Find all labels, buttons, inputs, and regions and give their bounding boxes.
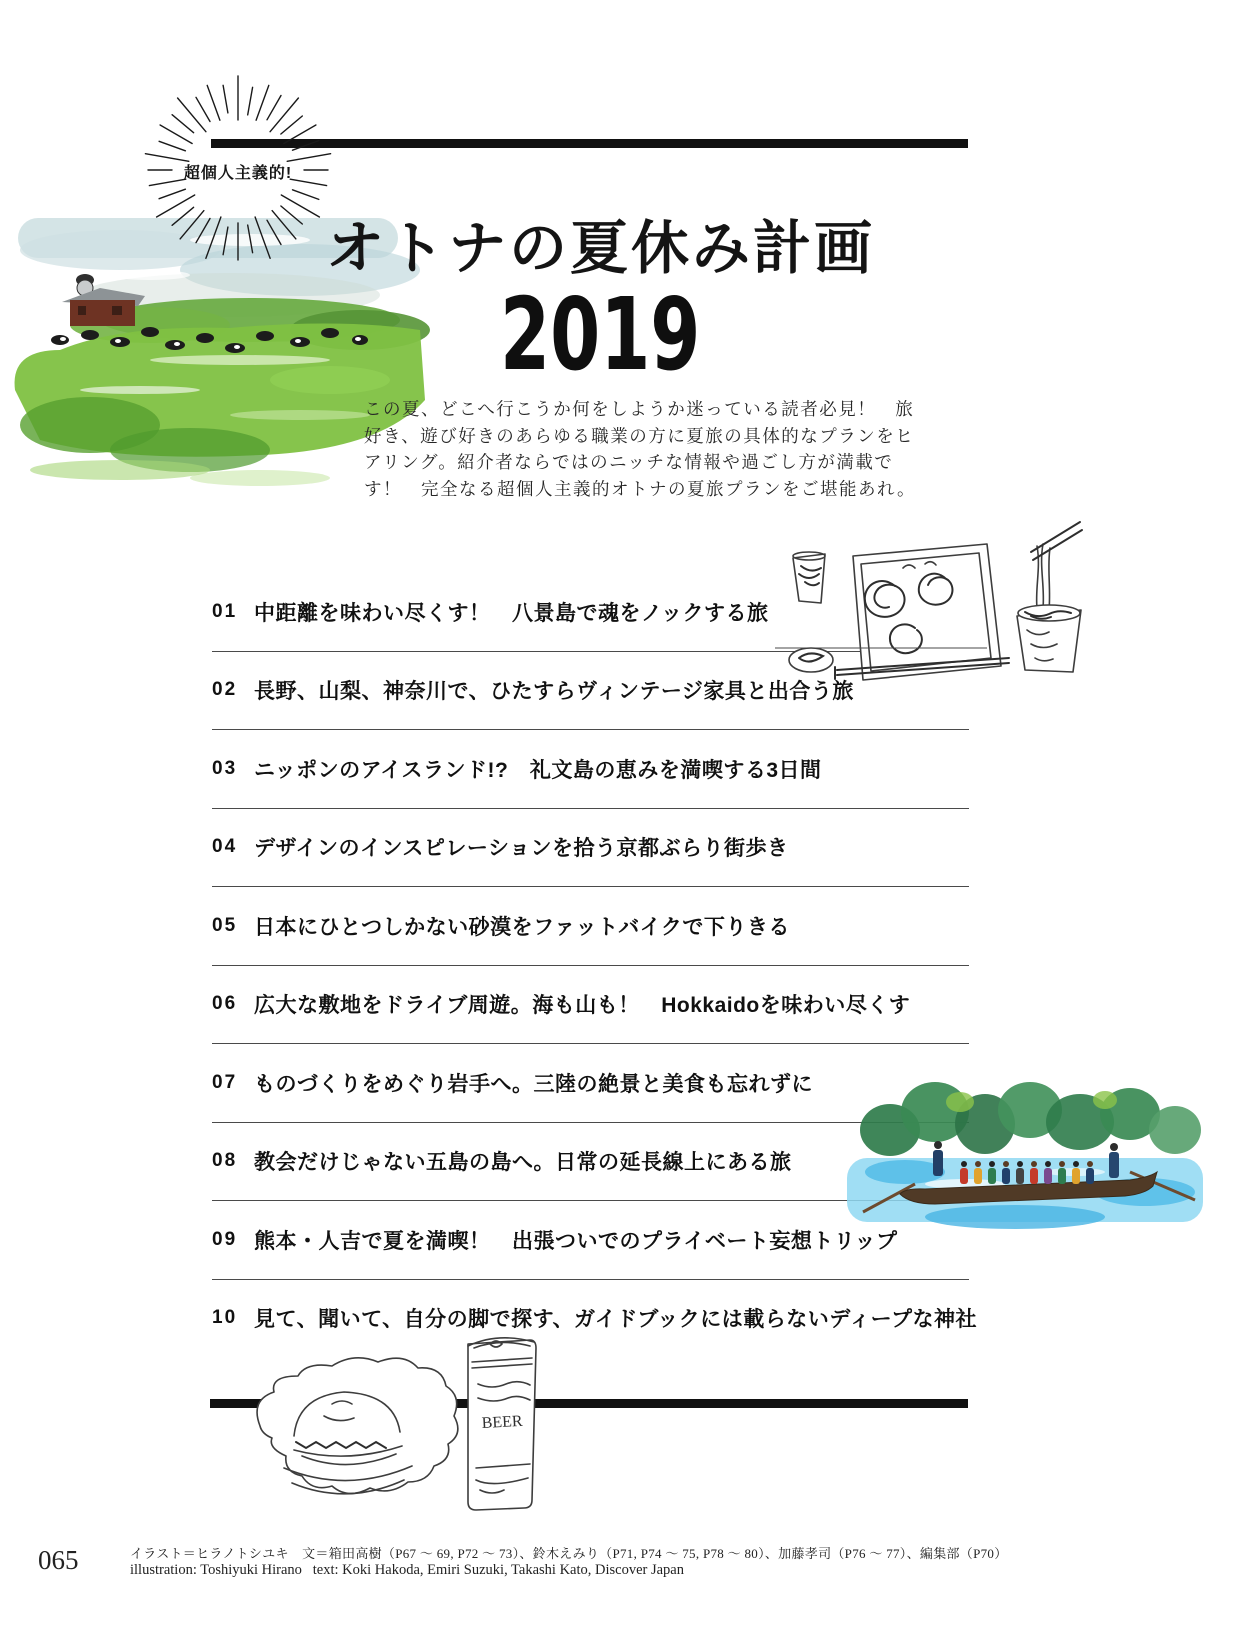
toc-title: 長野、山梨、神奈川で、ひたすらヴィンテージ家具と出合う旅 — [254, 680, 854, 704]
toc-number: 06 — [212, 993, 238, 1015]
toc-title: ものづくりをめぐり岩手へ。三陸の絶景と美食も忘れずに — [254, 1072, 813, 1096]
page-title-year: 2019 — [500, 276, 701, 393]
toc-number: 01 — [212, 600, 238, 622]
toc-title: 熊本・人吉で夏を満喫！ 出張ついでのプライベート妄想トリップ — [254, 1229, 898, 1253]
credit-line-japanese: イラスト＝ヒラノトシユキ 文＝箱田高樹（P67 ～ 69, P72 ～ 73）、鈴木えみり（P71, P74 ～ 75, P78 ～ 80）、加藤孝司（P76 ～ 77）、編集部（P70） — [130, 1546, 1008, 1561]
badge-label: 超個人主義的! — [183, 165, 293, 182]
toc-number: 07 — [212, 1071, 238, 1093]
toc-number: 09 — [212, 1228, 238, 1250]
intro-line: アリング。紹介者ならではのニッチな情報や過ごし方が満載で — [364, 452, 894, 472]
intro-paragraph — [364, 396, 924, 502]
toc-number: 08 — [212, 1150, 238, 1172]
intro-line: この夏、どこへ行こうか何をしようか迷っている読者必見！ 旅 — [364, 399, 915, 419]
toc-number: 10 — [212, 1307, 238, 1329]
food-sketch-illustration — [775, 508, 1085, 698]
boat-illustration — [845, 1072, 1205, 1237]
toc-number: 05 — [212, 914, 238, 936]
page-number: 065 — [38, 1545, 79, 1575]
credit-line-english: illustration: Toshiyuki Hirano text: Koki Hakoda, Emiri Suzuki, Takashi Kato, Discover Japan — [130, 1562, 684, 1578]
toc-title: ニッポンのアイスランド!? 礼文島の恵みを満喫する3日間 — [254, 758, 822, 782]
toc-title: 中距離を味わい尽くす！ 八景島で魂をノックする旅 — [254, 601, 769, 625]
toc-number: 02 — [212, 679, 238, 701]
toc-title: 教会だけじゃない五島の島へ。日常の延長線上にある旅 — [254, 1151, 792, 1175]
toc-row — [212, 966, 969, 1045]
beer-can-text: BEER — [481, 1412, 524, 1432]
intro-line: す！ 完全なる超個人主義的オトナの夏旅プランをご堪能あれ。 — [364, 478, 917, 499]
toc-row — [212, 887, 969, 966]
toc-number: 03 — [212, 757, 238, 779]
toc-row — [212, 809, 969, 888]
page-title: オトナの夏休み計画 — [326, 216, 876, 281]
toc-title: 日本にひとつしかない砂漠をファットバイクで下りきる — [254, 915, 790, 939]
toc-title: デザインのインスピレーションを拾う京都ぶらり街歩き — [254, 837, 789, 861]
toc-number: 04 — [212, 836, 238, 858]
burger-beer-sketch-illustration — [232, 1318, 592, 1533]
toc-title: 広大な敷地をドライブ周遊。海も山も！ Hokkaidoを味わい尽くす — [254, 994, 911, 1018]
intro-line: 好き、遊び好きのあらゆる職業の方に夏旅の具体的なプランをヒ — [364, 425, 915, 446]
toc-title: 見て、聞いて、自分の脚で探す、ガイドブックには載らないディープな神社 — [254, 1308, 978, 1332]
toc-row — [212, 730, 969, 809]
